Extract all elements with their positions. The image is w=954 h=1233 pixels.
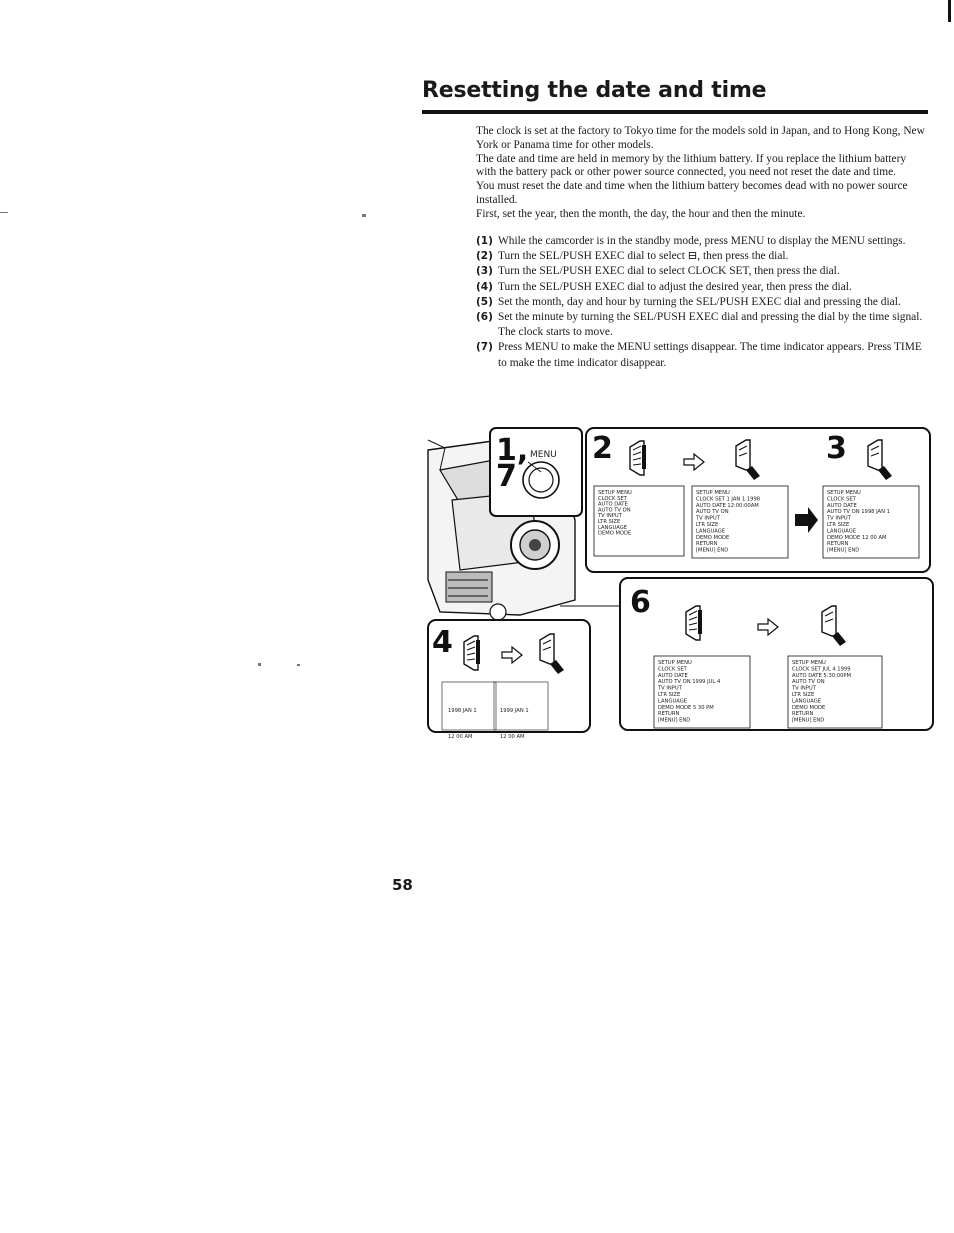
- menu-screen-line: AUTO DATE 12:00:00AM: [696, 502, 759, 509]
- menu-screen-line: LTR SIZE: [827, 522, 850, 528]
- menu-screen-line: LANGUAGE: [658, 698, 688, 705]
- step-number: (4): [476, 280, 493, 293]
- menu-screen-line: CLOCK SET JUL 4 1999: [792, 666, 851, 673]
- dial-turn-icon: [630, 441, 646, 475]
- menu-screen-line: AUTO TV ON: [598, 507, 631, 514]
- intro-paragraph: The date and time are held in memory by the lithium battery. If you replace the lithium battery with the battery pack or other power source connected, you need not reset the date and time.: [476, 152, 907, 179]
- menu-screen-line: DEMO MODE: [598, 530, 632, 537]
- step-text: Set the minute by turning the SEL/PUSH EXEC dial and pressing the dial by the time signal. The clock starts to move.: [498, 311, 923, 339]
- menu-screen-line: RETURN: [658, 711, 680, 718]
- step-text: Turn the SEL/PUSH EXEC dial to select CLOCK SET, then press the dial.: [498, 265, 840, 278]
- menu-screen-line: TV INPUT: [598, 513, 622, 520]
- step-number: (6): [476, 311, 493, 324]
- menu-screen-line: TV INPUT: [827, 515, 851, 522]
- page-title: Resetting the date and time: [422, 78, 767, 103]
- menu-screen-line: CLOCK SET: [598, 495, 627, 502]
- menu-screen-line: LANGUAGE: [792, 698, 822, 705]
- step-text: Set the month, day and hour by turning the SEL/PUSH EXEC dial and pressing the dial.: [498, 295, 901, 308]
- intro-paragraph: The clock is set at the factory to Tokyo time for the models sold in Japan, and to Hong Kong, New York or Panama time for other models.: [476, 125, 925, 151]
- intro-paragraph: You must reset the date and time when the lithium battery becomes dead with no power source installed.: [476, 180, 908, 206]
- menu-button-label: MENU: [530, 450, 557, 460]
- menu-screen-line: [MENU] END: [792, 717, 825, 724]
- panel-1-7: [490, 428, 582, 516]
- panel-7-label: 7: [496, 459, 517, 494]
- menu-screen-line: LTR SIZE: [792, 692, 815, 698]
- menu-screen-line: 1998 JAN 1: [448, 708, 477, 714]
- menu-screen-line: AUTO TV ON: [696, 509, 729, 516]
- step-number: (1): [476, 235, 493, 247]
- menu-screen-line: DEMO MODE 12 00 AM: [827, 534, 887, 541]
- page-number: 58: [392, 876, 413, 894]
- step-text: Turn the SEL/PUSH EXEC dial to adjust the desired year, then press the dial.: [498, 280, 852, 293]
- menu-screen-line: TV INPUT: [658, 685, 682, 692]
- menu-screen-line: LANGUAGE: [598, 524, 628, 531]
- menu-screen-line: TV INPUT: [792, 685, 816, 692]
- menu-screen-line: LTR SIZE: [598, 519, 621, 525]
- menu-screen-line: RETURN: [696, 541, 718, 548]
- dial-turn-icon: [464, 636, 480, 670]
- menu-screen-line: AUTO DATE 5:30:00PM: [792, 672, 851, 679]
- panel-4: [428, 620, 590, 740]
- menu-screen-line: AUTO DATE: [598, 501, 628, 508]
- menu-screen-line: TV INPUT: [696, 515, 720, 522]
- menu-screen-line: RETURN: [792, 711, 814, 718]
- dial-turn-icon: [686, 606, 702, 640]
- menu-screen-line: CLOCK SET: [658, 666, 687, 673]
- panel-4-label: 4: [432, 625, 453, 660]
- step-number: (3): [476, 265, 493, 278]
- menu-screen-line: SETUP MENU: [598, 490, 632, 496]
- menu-screen-line: AUTO DATE: [827, 502, 857, 509]
- menu-screen-line: SETUP MENU: [792, 660, 826, 666]
- panel-2-label: 2: [592, 431, 613, 466]
- menu-screen-line: LTR SIZE: [696, 522, 719, 528]
- menu-screen-line: CLOCK SET 1 JAN 1 1998: [696, 496, 761, 503]
- menu-screen-line: CLOCK SET: [827, 496, 856, 503]
- menu-screen-line: LANGUAGE: [696, 528, 726, 535]
- menu-screen-line: [MENU] END: [696, 547, 729, 554]
- menu-screen-line: AUTO TV ON 1999 JUL 4: [658, 679, 721, 686]
- step-text: Press MENU to make the MENU settings disappear. The time indicator appears. Press TIME to make the time indicator disappear.: [498, 341, 922, 369]
- menu-screen-line: [MENU] END: [658, 717, 691, 724]
- menu-screen-line: SETUP MENU: [658, 660, 692, 666]
- menu-screen-line: 1999 JAN 1: [500, 708, 529, 714]
- panel-2-3: [586, 428, 930, 572]
- menu-screen-line: LTR SIZE: [658, 692, 681, 698]
- menu-screen-line: AUTO DATE: [658, 672, 688, 679]
- step-number: (2): [476, 250, 493, 263]
- menu-screen-line: SETUP MENU: [827, 490, 861, 496]
- step-text: Turn the SEL/PUSH EXEC dial to select ⊟, then press the dial.: [498, 250, 789, 263]
- menu-screen-line: 12 00 AM: [448, 734, 473, 740]
- menu-screen-line: RETURN: [827, 541, 849, 548]
- menu-screen-line: LANGUAGE: [827, 528, 857, 535]
- intro-paragraph: First, set the year, then the month, the day, the hour and then the minute.: [476, 207, 806, 220]
- menu-screen-line: 12 00 AM: [500, 734, 525, 740]
- menu-screen-line: SETUP MENU: [696, 490, 730, 496]
- menu-screen-line: DEMO MODE 5 30 PM: [658, 704, 714, 711]
- menu-screen-line: DEMO MODE: [696, 534, 730, 541]
- step-text: While the camcorder is in the standby mode, press MENU to display the MENU settings.: [498, 235, 906, 247]
- step-number: (5): [476, 295, 493, 308]
- menu-screen-line: AUTO TV ON: [792, 679, 825, 686]
- menu-screen-line: DEMO MODE: [792, 704, 826, 711]
- panel-1-label: 1,: [496, 433, 529, 468]
- panel-6-label: 6: [630, 585, 651, 620]
- panel-6: [620, 578, 933, 730]
- step-number: (7): [476, 341, 493, 354]
- menu-screen-line: [MENU] END: [827, 547, 860, 554]
- menu-screen-line: AUTO TV ON 1998 JAN 1: [827, 509, 890, 516]
- panel-3-label: 3: [826, 431, 847, 466]
